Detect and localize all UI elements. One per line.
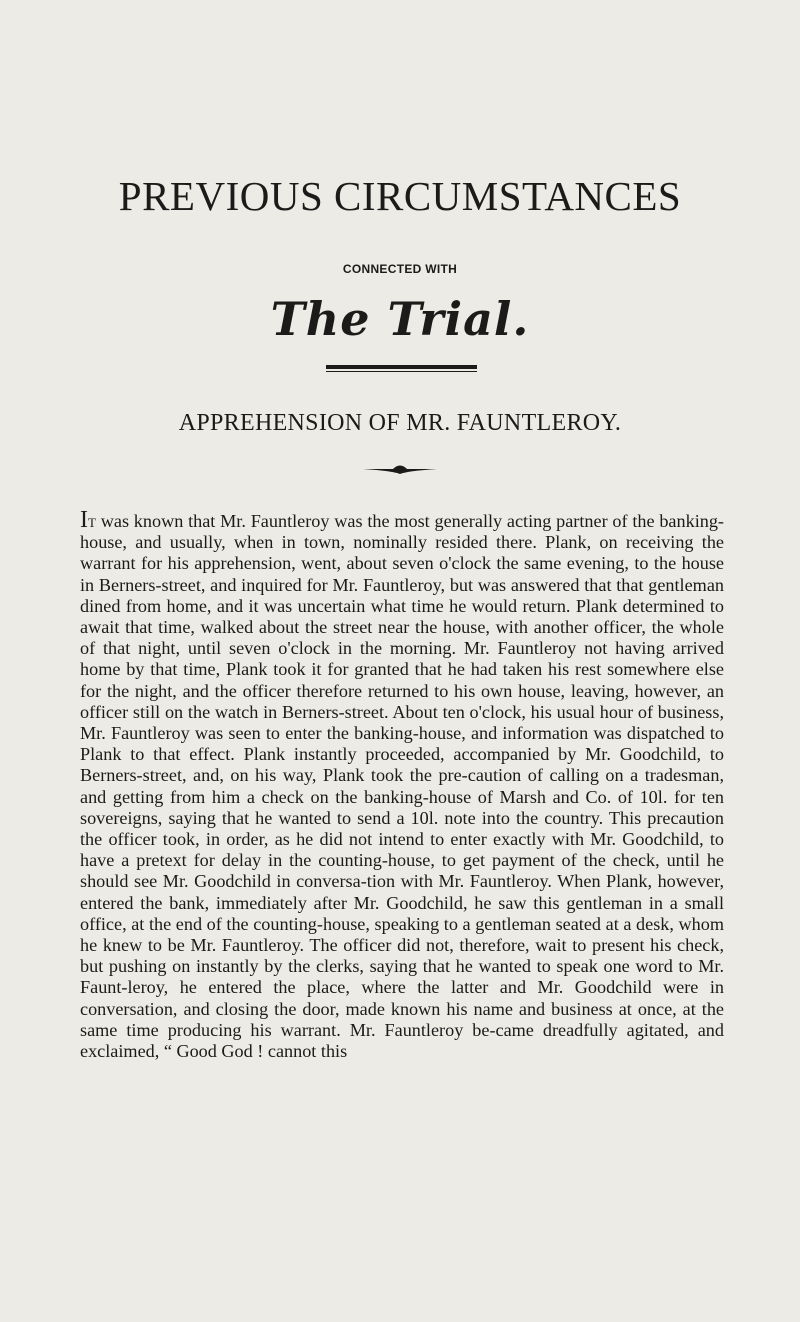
divider-thin bbox=[326, 371, 477, 372]
page-title: PREVIOUS CIRCUMSTANCES bbox=[118, 173, 682, 219]
trial-title: The Trial. bbox=[270, 292, 530, 346]
connected-with-label: CONNECTED WITH bbox=[342, 262, 458, 276]
ornament-divider-icon bbox=[363, 462, 437, 476]
drop-initial: I bbox=[80, 507, 88, 533]
body-text: was known that Mr. Fauntleroy was the most generally acting partner of the banking-house, and usually, when in town, nominally resided there. Plank, on receiving the warrant for his apprehension, went, about seven o'clock the same evening, to the house in Berners-street, and inquired for Mr. Fauntleroy, but was answered that that gentleman dined from home, and it was uncertain what time he would return. Plank determined to await that time, walked about the street near the house, with another officer, the whole of that night, until seven o'clock in the morning. Mr. Fauntleroy not having arrived home by that time, Plank took it for granted that he had taken his rest somewhere else for the night, and the officer therefore returned to his own house, leaving, however, an officer still on the watch in Berners-street. About ten o'clock, his usual hour of business, Mr. Fauntleroy was seen to enter the banking-house, and information was dispatched to Plank to that effect. Plank instantly proceeded, accompanied by Mr. Goodchild, to Berners-street, and, on his way, Plank took the pre-caution of calling on a tradesman, and getting from him a check on the banking-house of Marsh and Co. of 10l. for ten sovereigns, saying that he wanted to send a 10l. note into the country. This precaution the officer took, in order, as he did not intend to enter exactly with Mr. Goodchild, to have a pretext for delay in the counting-house, to get payment of the check, until he should see Mr. Goodchild in conversa-tion with Mr. Fauntleroy. When Plank, however, entered the bank, immediately after Mr. Goodchild, he saw this gentleman in a small office, at the end of the counting-house, speaking to a gentleman seated at a desk, whom he knew to be Mr. Fauntleroy. The officer did not, therefore, wait to present his check, but pushing on instantly by the clerks, saying that he wanted to speak one word to Mr. Faunt-leroy, he entered the place, where the latter and Mr. Goodchild were in conversation, and closing the door, made known his name and business at once, at the same time producing his warrant. Mr. Fauntleroy be-came dreadfully agitated, and exclaimed, “ Good God ! cannot this bbox=[80, 511, 724, 1062]
divider-thick bbox=[326, 365, 477, 369]
section-heading: APPREHENSION OF MR. FAUNTLEROY. bbox=[178, 410, 622, 436]
body-paragraph bbox=[80, 507, 724, 1062]
first-word-rest: t bbox=[88, 511, 96, 531]
